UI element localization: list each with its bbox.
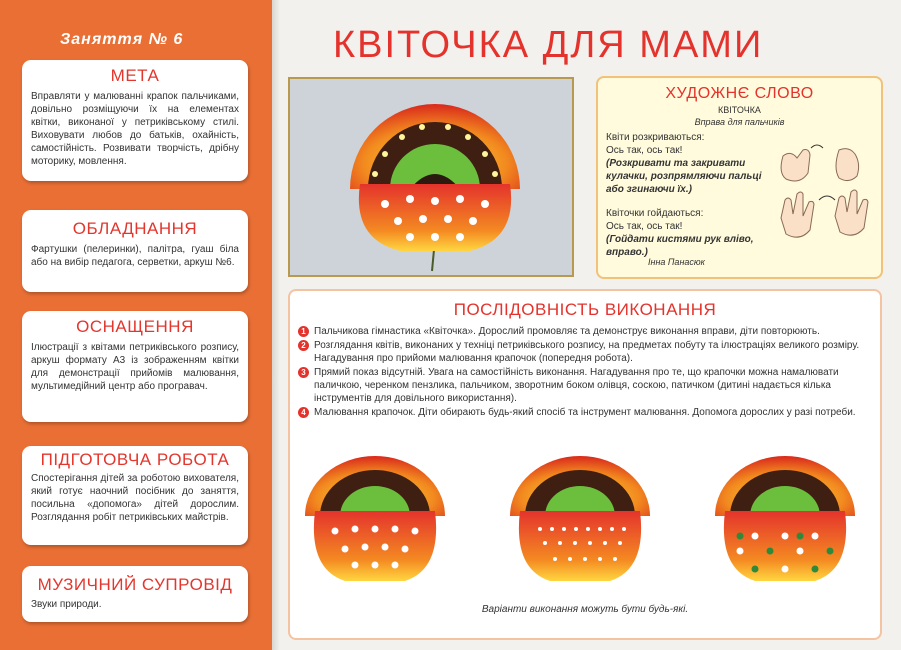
sidebar	[0, 0, 272, 650]
goal-title: МЕТА	[110, 66, 160, 85]
poem-instruction-2: (Гойдати кистями рук вліво, вправо.)	[606, 234, 754, 258]
poem-subtitle: Вправа для пальчиків	[694, 117, 785, 127]
poem-title: КВІТОЧКА	[718, 105, 761, 115]
steps-list	[298, 325, 873, 420]
lesson-number: Заняття № 6	[60, 31, 184, 48]
poem-author: Інна Панасюк	[648, 257, 705, 267]
preparation-card	[22, 446, 248, 545]
variant-flower-2	[510, 456, 650, 581]
materials-text: Ілюстрації з квітами петриківського розпису, аркуш формату А3 із зображенням квітки для демонстрації прийомів малювання, мультимедійний центр або програвач.	[31, 342, 239, 392]
art-word-title: ХУДОЖНЄ СЛОВО	[665, 85, 814, 102]
sequence-title: ПОСЛІДОВНІСТЬ ВИКОНАННЯ	[453, 300, 717, 319]
step-item	[298, 366, 873, 405]
equipment-text: Фартушки (пелеринки), палітра, гуаш біла або на вибір педагога, серветки, аркуш №6.	[31, 244, 239, 268]
equipment-title: ОБЛАДНАННЯ	[72, 219, 198, 238]
goal-text: Вправляти у малюванні крапок пальчиками, довільно розміщуючи їх на елементах квітки, виконаної у петриківському стилі. Виховувати любов до батьків, охайність, самостійність. Розвивати творчість, дрібну моторику, мовлення.	[31, 91, 239, 167]
poem-line-4: Ось так, ось так!	[606, 221, 683, 232]
step-text: Прямий показ відсутній. Увага на самостійність виконання. Нагадування про те, що крапочки можна намалювати паличкою, черенком пензлика, пальчиком, зворотним боком олівця, соскою, патичком (дитині надається кілька інструментів для довільного використання).	[314, 367, 839, 404]
music-card	[22, 566, 248, 622]
step-number: 1	[298, 326, 309, 337]
flower-illustration	[290, 79, 572, 275]
music-text: Звуки природи.	[31, 599, 102, 610]
poem-line-3: Квіточки гойдаються:	[606, 208, 704, 219]
step-number: 2	[298, 340, 309, 351]
step-text: Пальчикова гімнастика «Квіточка». Дорослий промовляє та демонструє виконання вправи, діти повторюють.	[314, 326, 820, 337]
step-text: Розглядання квітів, виконаних у техніці петриківського розпису, на предметах побуту та ілюстраціях великого розміру. Нагадування про прийоми малювання крапочок (попередня робота).	[314, 340, 860, 364]
poem-instruction-1: (Розкривати та закривати кулачки, розпрямляючи пальці або згинаючи їх.)	[606, 158, 762, 195]
page-fold	[272, 0, 280, 650]
demo-flower-picture	[288, 77, 574, 277]
poem-line-1: Квіти розкриваються:	[606, 132, 705, 143]
poem-line-2: Ось так, ось так!	[606, 145, 683, 156]
preparation-title: ПІДГОТОВЧА РОБОТА	[40, 450, 230, 469]
variant-flower-3	[715, 456, 855, 581]
step-number: 4	[298, 407, 309, 418]
step-number: 3	[298, 367, 309, 378]
step-item	[298, 325, 873, 338]
page-title: КВІТОЧКА ДЛЯ МАМИ	[333, 24, 764, 66]
step-text: Малювання крапочок. Діти обирають будь-який спосіб та інструмент малювання. Допомога дорослих у разі потреби.	[314, 407, 856, 418]
variants-caption: Варіанти виконання можуть бути будь-які.	[481, 604, 689, 615]
sequence-box	[288, 289, 882, 640]
step-item	[298, 406, 873, 419]
step-item	[298, 339, 873, 365]
equipment-card	[22, 210, 248, 292]
art-word-box	[596, 76, 883, 279]
music-title: МУЗИЧНИЙ СУПРОВІД	[37, 575, 233, 594]
hands-illustration	[773, 136, 878, 266]
variant-flowers	[300, 451, 872, 591]
materials-card	[22, 311, 248, 422]
goal-card	[22, 60, 248, 181]
materials-title: ОСНАЩЕННЯ	[76, 317, 194, 336]
preparation-text: Спостерігання дітей за роботою вихователя, який готує наочний посібник до заняття, посильна «допомога» дітей дорослим. Розглядання робіт петриківських майстрів.	[31, 473, 239, 523]
